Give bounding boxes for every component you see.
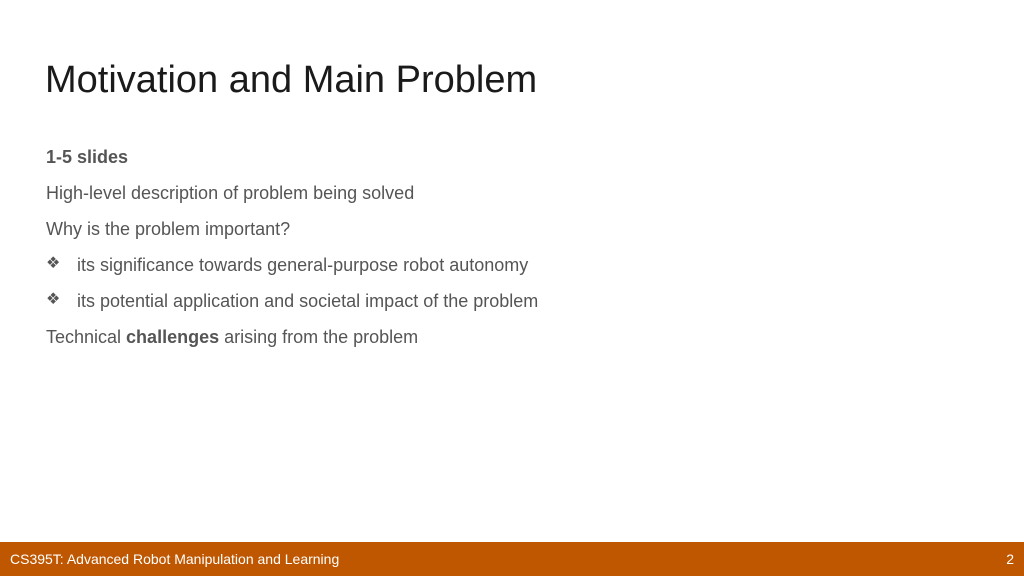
description-line: High-level description of problem being solved	[46, 183, 415, 203]
footer-bar	[0, 542, 1024, 576]
diamond-cluster-icon: ❖	[46, 291, 61, 308]
page-number: 2	[1006, 551, 1014, 567]
technical-prefix: Technical	[46, 327, 127, 347]
slides-range-line: 1-5 slides	[46, 147, 129, 167]
bullet-text-significance: its significance towards general-purpose robot autonomy	[77, 255, 529, 275]
technical-suffix: arising from the problem	[219, 327, 419, 347]
bullet-item-significance	[46, 253, 946, 289]
challenges-emphasis: challenges	[126, 327, 220, 347]
course-label: CS395T: Advanced Robot Manipulation and Learning	[10, 551, 340, 567]
importance-question-line: Why is the problem important?	[46, 219, 291, 239]
slide-title: Motivation and Main Problem	[45, 59, 538, 101]
slide-body	[46, 145, 946, 361]
technical-challenges-line	[46, 325, 946, 361]
diamond-cluster-icon: ❖	[46, 255, 61, 272]
bullet-item-impact	[46, 289, 946, 325]
bullet-text-impact: its potential application and societal impact of the problem	[77, 291, 539, 311]
